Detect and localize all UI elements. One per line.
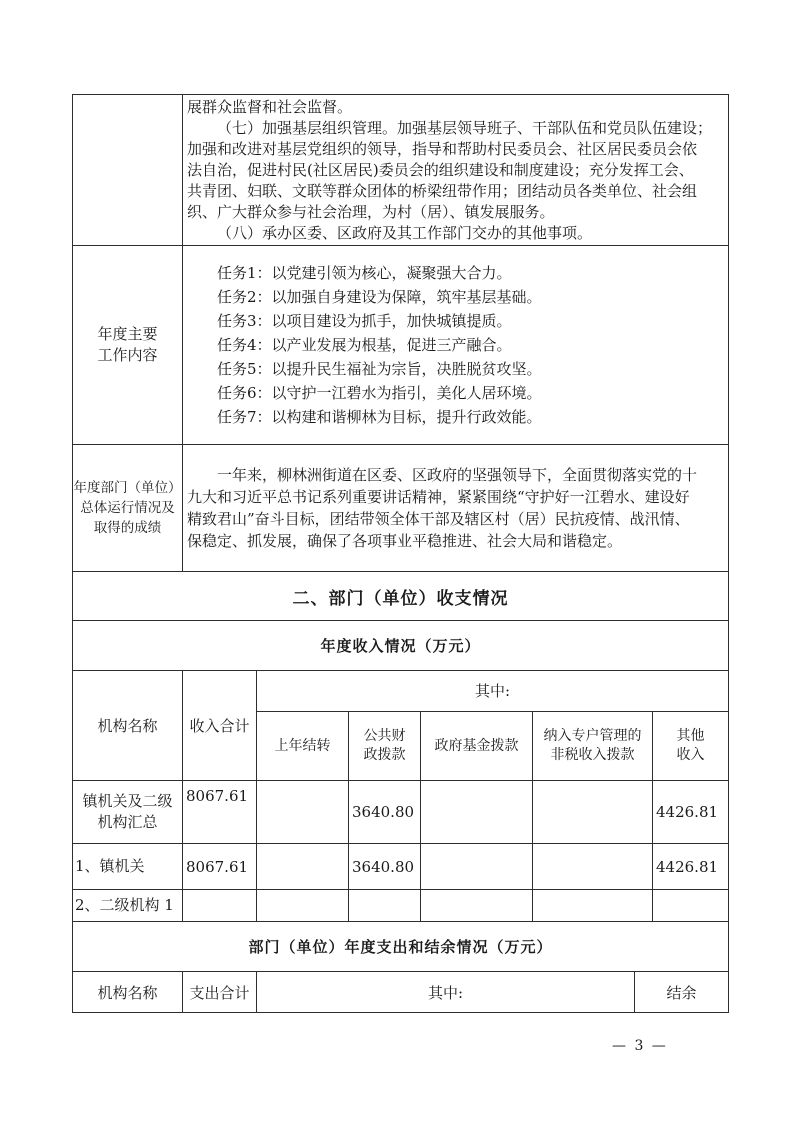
text-line: （七）加强基层组织管理。加强基层领导班子、干部队伍和党员队伍建设； (217, 119, 713, 137)
name-line: 1、镇机关 (75, 857, 145, 875)
functions-content-cell (183, 95, 729, 246)
text-line: 法自治，促进村民(社区居民)委员会的组织建设和制度建设；充分发挥工会、 (187, 161, 694, 179)
public-finance-cell: 3640.80 (349, 844, 421, 890)
text-line: 共青团、妇联、文联等群众团体的桥梁纽带作用；团结动员各类单位、社会组 (187, 182, 698, 200)
label-line: 工作内容 (97, 346, 158, 364)
expenditure-header-total: 支出合计 (183, 972, 257, 1013)
org-name-cell (73, 844, 183, 890)
org-name-cell (73, 890, 183, 922)
income-header-org: 机构名称 (73, 671, 183, 781)
task-line: 任务4：以产业发展为根基，促进三产融合。 (217, 336, 512, 354)
expenditure-header-balance: 结余 (635, 972, 729, 1013)
table-row (73, 922, 729, 972)
table-row (73, 621, 729, 671)
income-total-cell: 8067.61 (183, 844, 257, 890)
income-header-special-account (533, 712, 653, 781)
header-line: 公共财 (363, 728, 406, 744)
label-line: 年度主要 (97, 325, 158, 343)
income-row-summary (73, 781, 729, 844)
task-line: 任务5：以提升民生福祉为宗旨，决胜脱贫攻坚。 (217, 360, 542, 378)
income-header-total: 收入合计 (183, 671, 257, 781)
expenditure-subtitle-table (72, 921, 729, 972)
income-total-cell (183, 890, 257, 922)
gov-fund-cell (421, 844, 533, 890)
header-line: 政府基金拨款 (434, 737, 519, 754)
other-income-cell: 4426.81 (653, 844, 729, 890)
expenditure-table (72, 971, 729, 1013)
public-finance-cell: 3640.80 (349, 781, 421, 844)
text-line: 展群众监督和社会监督。 (187, 98, 353, 116)
header-line: 上年结转 (274, 737, 331, 754)
task-line: 任务2：以加强自身建设为保障，筑牢基层基础。 (217, 288, 542, 306)
annual-tasks-content-cell (183, 246, 729, 445)
task-line: 任务3：以项目建设为抓手，加快城镇提质。 (217, 312, 512, 330)
label-line: 总体运行情况及 (80, 500, 175, 516)
income-row-secondary-org (73, 890, 729, 922)
income-subtitle: 年度收入情况（万元） (73, 621, 729, 671)
table-row (73, 572, 729, 621)
name-line: 镇机关及二级 (82, 792, 173, 810)
other-income-cell: 4426.81 (653, 781, 729, 844)
text-line: 加强和改进对基层党组织的领导，指导和帮助村民委员会、社区居民委员会依 (187, 140, 698, 158)
carryover-cell (257, 890, 349, 922)
annual-tasks-row (73, 246, 729, 445)
expenditure-header-org: 机构名称 (73, 972, 183, 1013)
name-line: 机构汇总 (97, 813, 158, 831)
annual-performance-label-cell (73, 445, 183, 572)
org-name-cell (73, 781, 183, 844)
report-table (72, 94, 729, 1013)
expenditure-header-row (73, 972, 729, 1013)
overview-table (72, 94, 729, 572)
carryover-cell (257, 781, 349, 844)
section-title: 二、部门（单位）收支情况 (73, 572, 729, 621)
special-account-cell (533, 890, 653, 922)
carryover-cell (257, 844, 349, 890)
income-row-town-organ (73, 844, 729, 890)
name-line: 2、二级机构 1 (75, 896, 174, 914)
income-table (72, 670, 729, 922)
gov-fund-cell (421, 781, 533, 844)
income-header-other (653, 712, 729, 781)
task-line: 任务6：以守护一江碧水为指引，美化人居环境。 (217, 384, 542, 402)
header-line: 政拨款 (363, 747, 406, 763)
page-number: — 3 — (612, 1038, 668, 1054)
annual-performance-content-cell (183, 445, 729, 572)
text-line: 保稳定、抓发展，确保了各项事业平稳推进、社会大局和谐稳定。 (187, 532, 623, 550)
income-subtitle-table (72, 620, 729, 671)
text-line: 精致君山”奋斗目标，团结带领全体干部及辖区村（居）民抗疫情、战汛情、 (187, 510, 690, 528)
text-line: （八）承办区委、区政府及其工作部门交办的其他事项。 (217, 224, 593, 242)
other-income-cell (653, 890, 729, 922)
special-account-cell (533, 781, 653, 844)
income-header-gov-fund (421, 712, 533, 781)
label-line: 取得的成绩 (93, 520, 162, 536)
expenditure-subtitle: 部门（单位）年度支出和结余情况（万元） (73, 922, 729, 972)
header-line: 其他 (676, 728, 705, 744)
income-header-among: 其中: (257, 671, 729, 712)
task-line: 任务1：以党建引领为核心，凝聚强大合力。 (217, 264, 512, 282)
annual-tasks-label-cell (73, 246, 183, 445)
income-total-cell: 8067.61 (183, 781, 257, 844)
annual-performance-row (73, 445, 729, 572)
expenditure-header-among: 其中: (257, 972, 635, 1013)
functions-continued-row (73, 95, 729, 246)
header-line: 纳入专户管理的 (543, 728, 642, 744)
header-line: 收入 (676, 747, 705, 763)
label-line: 年度部门（单位） (73, 480, 182, 496)
special-account-cell (533, 844, 653, 890)
text-line: 九大和习近平总书记系列重要讲话精神，紧紧围绕“守护好一江碧水、建设好 (187, 488, 690, 506)
text-line: 织、广大群众参与社会治理，为村（居）、镇发展服务。 (187, 203, 555, 221)
gov-fund-cell (421, 890, 533, 922)
header-line: 非税收入拨款 (550, 747, 635, 763)
section-title-table (72, 571, 729, 621)
public-finance-cell (349, 890, 421, 922)
text-line: 一年来，柳林洲街道在区委、区政府的坚强领导下，全面贯彻落实党的十 (217, 466, 698, 484)
income-header-public-finance (349, 712, 421, 781)
functions-label-cell (73, 95, 183, 246)
income-header-row-1 (73, 671, 729, 712)
task-line: 任务7：以构建和谐柳林为目标，提升行政效能。 (217, 408, 542, 426)
income-header-carryover (257, 712, 349, 781)
